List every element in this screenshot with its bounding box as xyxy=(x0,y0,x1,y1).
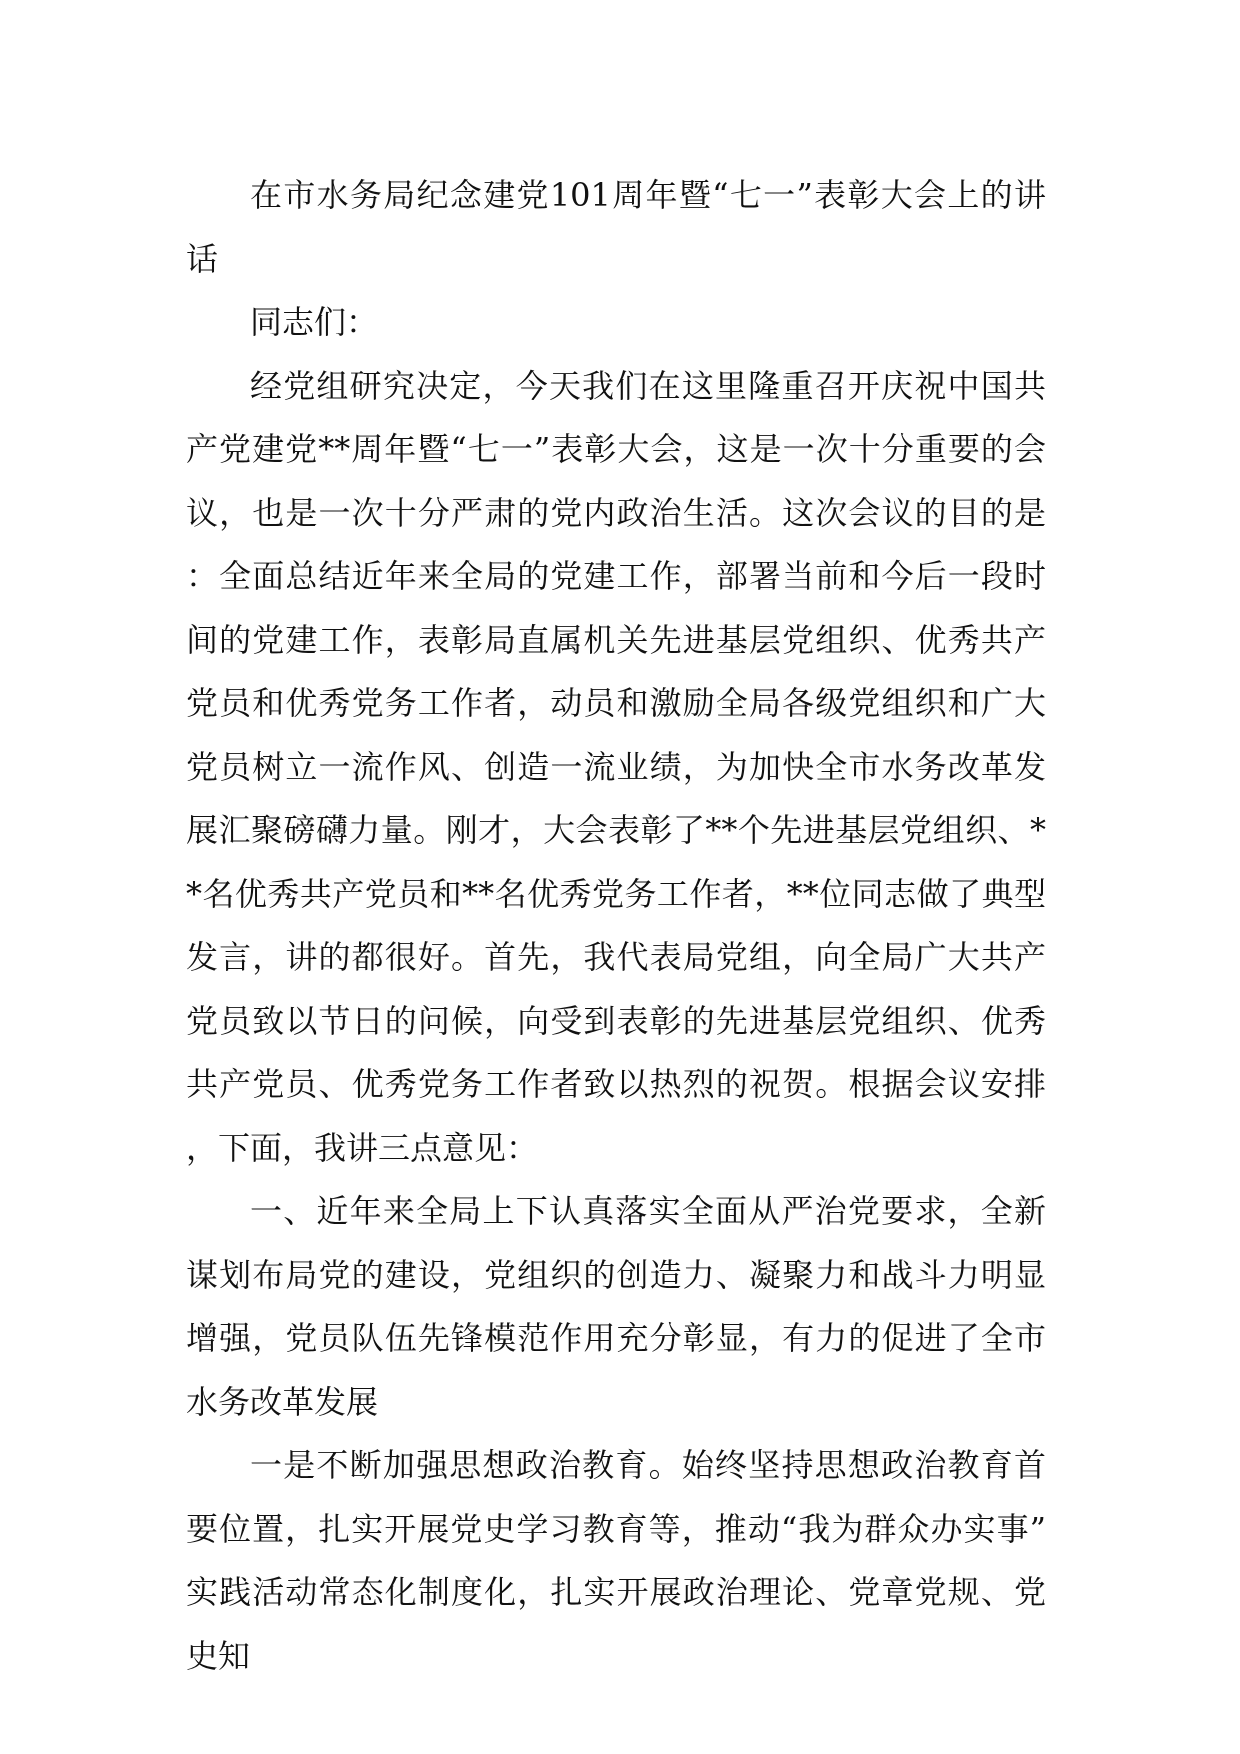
point-one-paragraph: 一是不断加强思想政治教育。始终坚持思想政治教育首要位置，扎实开展党史学习教育等，推动“我为群众办实事”实践活动常态化制度化，扎实开展政治理论、党章党规、党史知 xyxy=(186,1446,1046,1675)
document-body xyxy=(186,164,1046,1688)
intro-paragraph: 经党组研究决定，今天我们在这里隆重召开庆祝中国共产党建党**周年暨“七一”表彰大会，这是一次十分重要的会议，也是一次十分严肃的党内政治生活。这次会议的目的是：全面总结近年来全局的党建工作，部署当前和今后一段时间的党建工作，表彰局直属机关先进基层党组织、优秀共产党员和优秀党务工作者，动员和激励全局各级党组织和广大党员树立一流作风、创造一流业绩，为加快全市水务改革发展汇聚磅礴力量。刚才，大会表彰了**个先进基层党组织、**名优秀共产党员和**名优秀党务工作者，**位同志做了典型发言，讲的都很好。首先，我代表局党组，向全局广大共产党员致以节日的问候，向受到表彰的先进基层党组织、优秀共产党员、优秀党务工作者致以热烈的祝贺。根据会议安排，下面，我讲三点意见： xyxy=(186,366,1046,1167)
section-heading-one: 一、近年来全局上下认真落实全面从严治党要求，全新谋划布局党的建设，党组织的创造力、凝聚力和战斗力明显增强，党员队伍先锋模范作用充分彰显，有力的促进了全市水务改革发展 xyxy=(186,1192,1046,1421)
salutation: 同志们： xyxy=(250,303,379,341)
speech-title: 在市水务局纪念建党101周年暨“七一”表彰大会上的讲话 xyxy=(186,176,1046,278)
